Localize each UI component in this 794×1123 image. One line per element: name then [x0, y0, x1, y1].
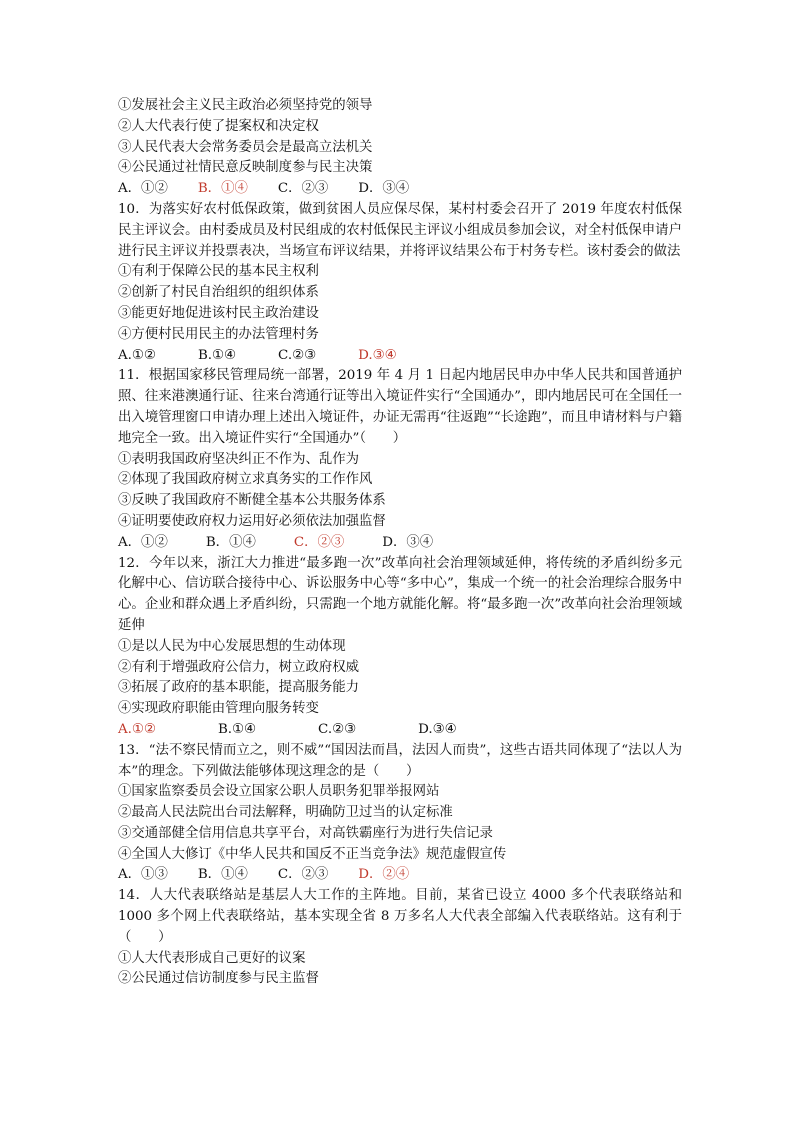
q12-option-a: A.①②	[118, 721, 156, 737]
q9-item-4: ④公民通过社情民意反映制度参与民主决策	[118, 160, 373, 176]
q11-options	[118, 533, 684, 554]
question-list	[118, 96, 684, 990]
q9-item-2: ②人大代表行使了提案权和决定权	[118, 118, 319, 134]
q9-item-1: ①发展社会主义民主政治必须坚持党的领导	[118, 98, 373, 113]
q13-option-b: B．①④	[197, 867, 248, 883]
q13-option-d: D．②④	[358, 867, 410, 883]
q13-item-2: ②最高人民法院出台司法解释，明确防卫过当的认定标准	[118, 805, 453, 821]
q10-stem: 10．为落实好农村低保政策，做到贫困人员应保尽保，某村村委会召开了 2019 年度农村低保民主评议会。由村委成员及村民组成的农村低保民主评议小组成员参加会议，对全村低保申请户进行民主评议并投票表决，当场宣布评议结果，并将评议结果公布于村务专栏。该村委会的做法	[118, 201, 682, 259]
q14-item-2: ②公民通过信访制度参与民主监督	[118, 971, 319, 987]
q13-options	[118, 865, 684, 886]
question-11	[118, 366, 684, 553]
q11-option-d: D．③④	[382, 534, 434, 550]
q12-item-4: ④实现政府职能由管理向服务转变	[118, 701, 319, 717]
q11-option-c: C．②③	[293, 534, 345, 550]
q9-option-a: A．①②	[118, 181, 168, 197]
q10-options	[118, 346, 684, 367]
q9-item-3: ③人民代表大会常务委员会是最高立法机关	[118, 139, 373, 155]
question-14	[118, 886, 684, 990]
q12-item-3: ③拓展了政府的基本职能，提高服务能力	[118, 680, 360, 696]
q10-item-1: ①有利于保障公民的基本民主权利	[118, 264, 319, 280]
question-12	[118, 554, 684, 741]
q11-option-a: A．①②	[118, 534, 168, 550]
q12-item-2: ②有利于增强政府公信力，树立政府权威	[118, 659, 360, 675]
q13-option-c: C．②③	[277, 867, 329, 883]
q12-stem: 12．今年以来，浙江大力推进“最多跑一次”改革向社会治理领域延伸，将传统的矛盾纠纷多元化解中心、信访联合接待中心、诉讼服务中心等“多中心”，集成一个统一的社会治理综合服务中心。企业和群众遇上矛盾纠纷，只需跑一个地方就能化解。将“最多跑一次”改革向社会治理领域延伸	[118, 555, 682, 633]
q11-stem: 11．根据国家移民管理局统一部署，2019 年 4 月 1 日起内地居民申办中华人民共和国普通护照、往来港澳通行证、往来台湾通行证等出入境证件实行“全国通办”，即内地居民可在全国任一出入境管理窗口申请办理上述出入境证件，办证无需再“往返跑”“长途跑”，而且申请材料与户籍地完全一致。出入境证件实行“全国通办”（ ）	[118, 368, 682, 446]
q13-item-3: ③交通部健全信用信息共享平台，对高铁霸座行为进行失信记录	[118, 825, 493, 841]
q11-item-3: ③反映了我国政府不断健全基本公共服务体系	[118, 493, 386, 509]
q9-option-b: B．①④	[197, 181, 248, 197]
q12-option-b: B.①④	[217, 721, 257, 737]
q11-item-1: ①表明我国政府坚决纠正不作为、乱作为	[118, 451, 360, 467]
q10-option-c: C.②③	[278, 347, 317, 363]
q14-stem: 14．人大代表联络站是基层人大工作的主阵地。目前，某省已设立 4000 多个代表联络站和 1000 多个网上代表联络站，基本实现全省 8 万多名人大代表全部编入代表联络站。这有利于（ ）	[118, 888, 682, 945]
q13-item-1: ①国家监察委员会设立国家公职人员职务犯罪举报网站	[118, 784, 440, 800]
question-9	[118, 96, 684, 200]
q10-option-b: B.①④	[197, 347, 237, 363]
q14-item-1: ①人大代表形成自己更好的议案	[118, 950, 306, 966]
q10-option-a: A.①②	[118, 347, 156, 363]
q12-item-1: ①是以人民为中心发展思想的生动体现	[118, 638, 346, 654]
q11-item-2: ②体现了我国政府树立求真务实的工作作风	[118, 472, 373, 488]
q13-option-a: A．①③	[118, 867, 168, 883]
q13-stem: 13．“法不察民情而立之，则不威”“国因法而昌，法因人而贵”，这些古语共同体现了“法以人为本”的理念。下列做法能够体现这理念的是（ ）	[118, 742, 682, 779]
q10-option-d: D.③④	[358, 347, 397, 363]
q12-options	[118, 720, 684, 741]
q10-item-2: ②创新了村民自治组织的组织体系	[118, 285, 319, 301]
q9-options	[118, 179, 684, 200]
q13-item-4: ④全国人大修订《中华人民共和国反不正当竞争法》规范虚假宣传	[118, 846, 507, 862]
question-10	[118, 200, 684, 366]
q10-item-3: ③能更好地促进该村民主政治建设	[118, 305, 319, 321]
q9-option-d: D．③④	[358, 181, 410, 197]
q11-item-4: ④证明要使政府权力运用好必须依法加强监督	[118, 513, 386, 529]
question-13	[118, 741, 684, 887]
q9-option-c: C．②③	[277, 181, 329, 197]
q10-item-4: ④方便村民用民主的办法管理村务	[118, 326, 319, 342]
q12-option-d: D.③④	[418, 721, 457, 737]
q12-option-c: C.②③	[318, 721, 357, 737]
q11-option-b: B．①④	[205, 534, 256, 550]
